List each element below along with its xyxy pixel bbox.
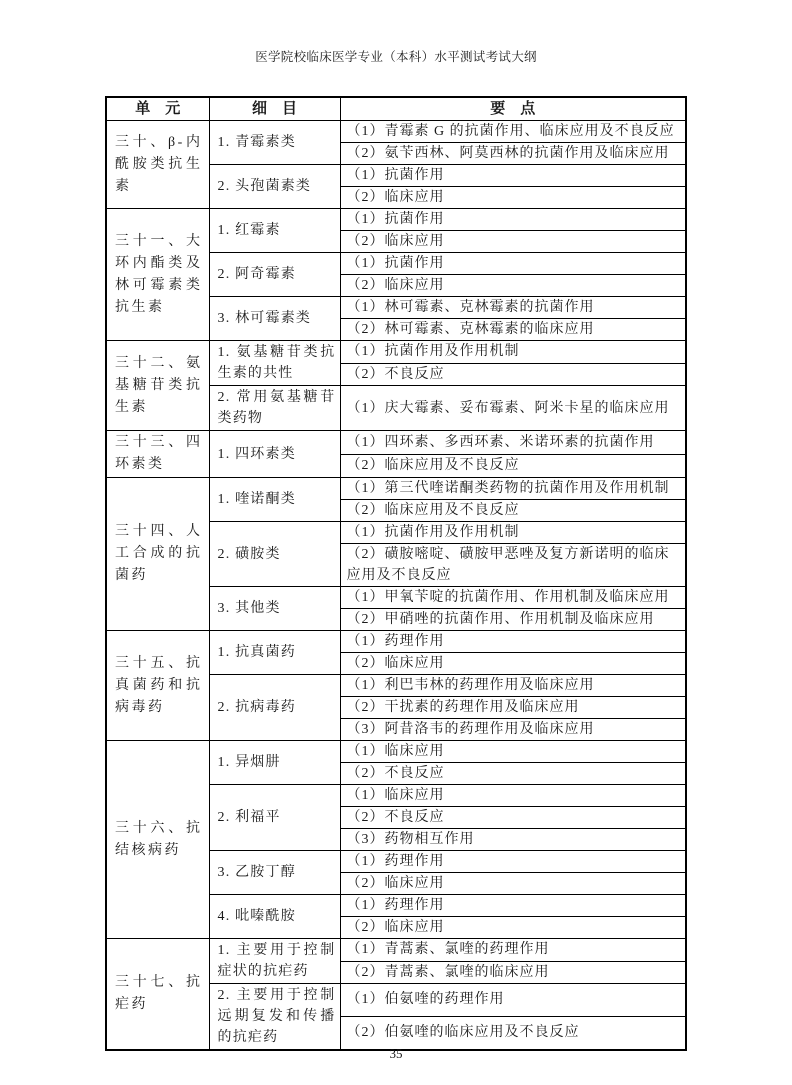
point-cell: （1）临床应用 — [340, 741, 686, 763]
point-cell: （1）临床应用 — [340, 785, 686, 807]
detail-cell: 1. 抗真菌药 — [209, 631, 340, 675]
point-cell: （1）抗菌作用及作用机制 — [340, 341, 686, 364]
detail-cell: 1. 喹诺酮类 — [209, 478, 340, 522]
page-number: 35 — [389, 1046, 403, 1061]
point-cell: （3）阿昔洛韦的药理作用及临床应用 — [340, 719, 686, 741]
point-cell: （2）不良反应 — [340, 363, 686, 386]
point-cell: （3）药物相互作用 — [340, 829, 686, 851]
detail-cell: 3. 林可霉素类 — [209, 297, 340, 341]
unit-cell: 三十五、抗真菌药和抗病毒药 — [106, 631, 209, 741]
point-cell: （1）四环素、多西环素、米诺环素的抗菌作用 — [340, 431, 686, 455]
point-cell: （1）抗菌作用 — [340, 253, 686, 275]
point-cell: （1）抗菌作用及作用机制 — [340, 522, 686, 544]
point-cell: （2）林可霉素、克林霉素的临床应用 — [340, 319, 686, 341]
table-row — [106, 478, 686, 500]
point-cell: （2）临床应用及不良反应 — [340, 454, 686, 478]
unit-cell: 三十、β-内酰胺类抗生素 — [106, 121, 209, 209]
unit-cell: 三十六、抗结核病药 — [106, 741, 209, 939]
point-cell: （1）利巴韦林的药理作用及临床应用 — [340, 675, 686, 697]
detail-cell: 2. 阿奇霉素 — [209, 253, 340, 297]
unit-cell: 三十三、四环素类 — [106, 431, 209, 478]
column-header-points: 要 点 — [340, 97, 686, 121]
detail-cell: 3. 其他类 — [209, 587, 340, 631]
point-cell: （1）药理作用 — [340, 851, 686, 873]
point-cell: （2）临床应用 — [340, 231, 686, 253]
table-row — [106, 209, 686, 231]
point-cell: （1）林可霉素、克林霉素的抗菌作用 — [340, 297, 686, 319]
point-cell: （2）不良反应 — [340, 807, 686, 829]
point-cell: （1）庆大霉素、妥布霉素、阿米卡星的临床应用 — [340, 386, 686, 431]
detail-cell: 2. 利福平 — [209, 785, 340, 851]
point-cell: （2）临床应用 — [340, 275, 686, 297]
point-cell: （2）临床应用及不良反应 — [340, 500, 686, 522]
detail-cell: 1. 主要用于控制症状的抗疟药 — [209, 939, 340, 984]
detail-cell: 2. 常用氨基糖苷类药物 — [209, 386, 340, 431]
point-cell: （2）磺胺嘧啶、磺胺甲恶唑及复方新诺明的临床应用及不良反应 — [340, 544, 686, 587]
detail-cell: 1. 红霉素 — [209, 209, 340, 253]
table-header-row — [106, 97, 686, 121]
point-cell: （1）药理作用 — [340, 895, 686, 917]
unit-cell: 三十七、抗疟药 — [106, 939, 209, 1051]
point-cell: （1）甲氧苄啶的抗菌作用、作用机制及临床应用 — [340, 587, 686, 609]
detail-cell: 2. 头孢菌素类 — [209, 165, 340, 209]
point-cell: （2）不良反应 — [340, 763, 686, 785]
point-cell: （2）临床应用 — [340, 917, 686, 939]
point-cell: （2）临床应用 — [340, 187, 686, 209]
point-cell: （2）临床应用 — [340, 873, 686, 895]
detail-cell: 2. 主要用于控制远期复发和传播的抗疟药 — [209, 984, 340, 1051]
syllabus-table — [105, 96, 687, 1051]
table-row — [106, 341, 686, 364]
point-cell: （2）青蒿素、氯喹的临床应用 — [340, 961, 686, 984]
table-row — [106, 741, 686, 763]
page-title: 医学院校临床医学专业（本科）水平测试考试大纲 — [255, 50, 537, 64]
point-cell: （1）抗菌作用 — [340, 209, 686, 231]
detail-cell: 3. 乙胺丁醇 — [209, 851, 340, 895]
table-row — [106, 121, 686, 143]
point-cell: （2）干扰素的药理作用及临床应用 — [340, 697, 686, 719]
point-cell: （2）甲硝唑的抗菌作用、作用机制及临床应用 — [340, 609, 686, 631]
detail-cell: 1. 异烟肼 — [209, 741, 340, 785]
point-cell: （1）第三代喹诺酮类药物的抗菌作用及作用机制 — [340, 478, 686, 500]
detail-cell: 1. 氨基糖苷类抗生素的共性 — [209, 341, 340, 386]
detail-cell: 2. 磺胺类 — [209, 522, 340, 587]
point-cell: （1）青蒿素、氯喹的药理作用 — [340, 939, 686, 962]
column-header-unit: 单 元 — [106, 97, 209, 121]
point-cell: （1）药理作用 — [340, 631, 686, 653]
point-cell: （2）临床应用 — [340, 653, 686, 675]
detail-cell: 1. 四环素类 — [209, 431, 340, 478]
table-row — [106, 631, 686, 653]
unit-cell: 三十四、人工合成的抗菌药 — [106, 478, 209, 631]
detail-cell: 2. 抗病毒药 — [209, 675, 340, 741]
point-cell: （1）伯氨喹的药理作用 — [340, 984, 686, 1017]
column-header-detail: 细 目 — [209, 97, 340, 121]
unit-cell: 三十二、氨基糖苷类抗生素 — [106, 341, 209, 431]
point-cell: （2）伯氨喹的临床应用及不良反应 — [340, 1016, 686, 1050]
unit-cell: 三十一、大环内酯类及林可霉素类抗生素 — [106, 209, 209, 341]
point-cell: （2）氨苄西林、阿莫西林的抗菌作用及临床应用 — [340, 143, 686, 165]
syllabus-table-body — [106, 121, 686, 1051]
table-row — [106, 939, 686, 962]
table-row — [106, 431, 686, 455]
detail-cell: 4. 吡嗪酰胺 — [209, 895, 340, 939]
point-cell: （1）抗菌作用 — [340, 165, 686, 187]
detail-cell: 1. 青霉素类 — [209, 121, 340, 165]
point-cell: （1）青霉素 G 的抗菌作用、临床应用及不良反应 — [340, 121, 686, 143]
